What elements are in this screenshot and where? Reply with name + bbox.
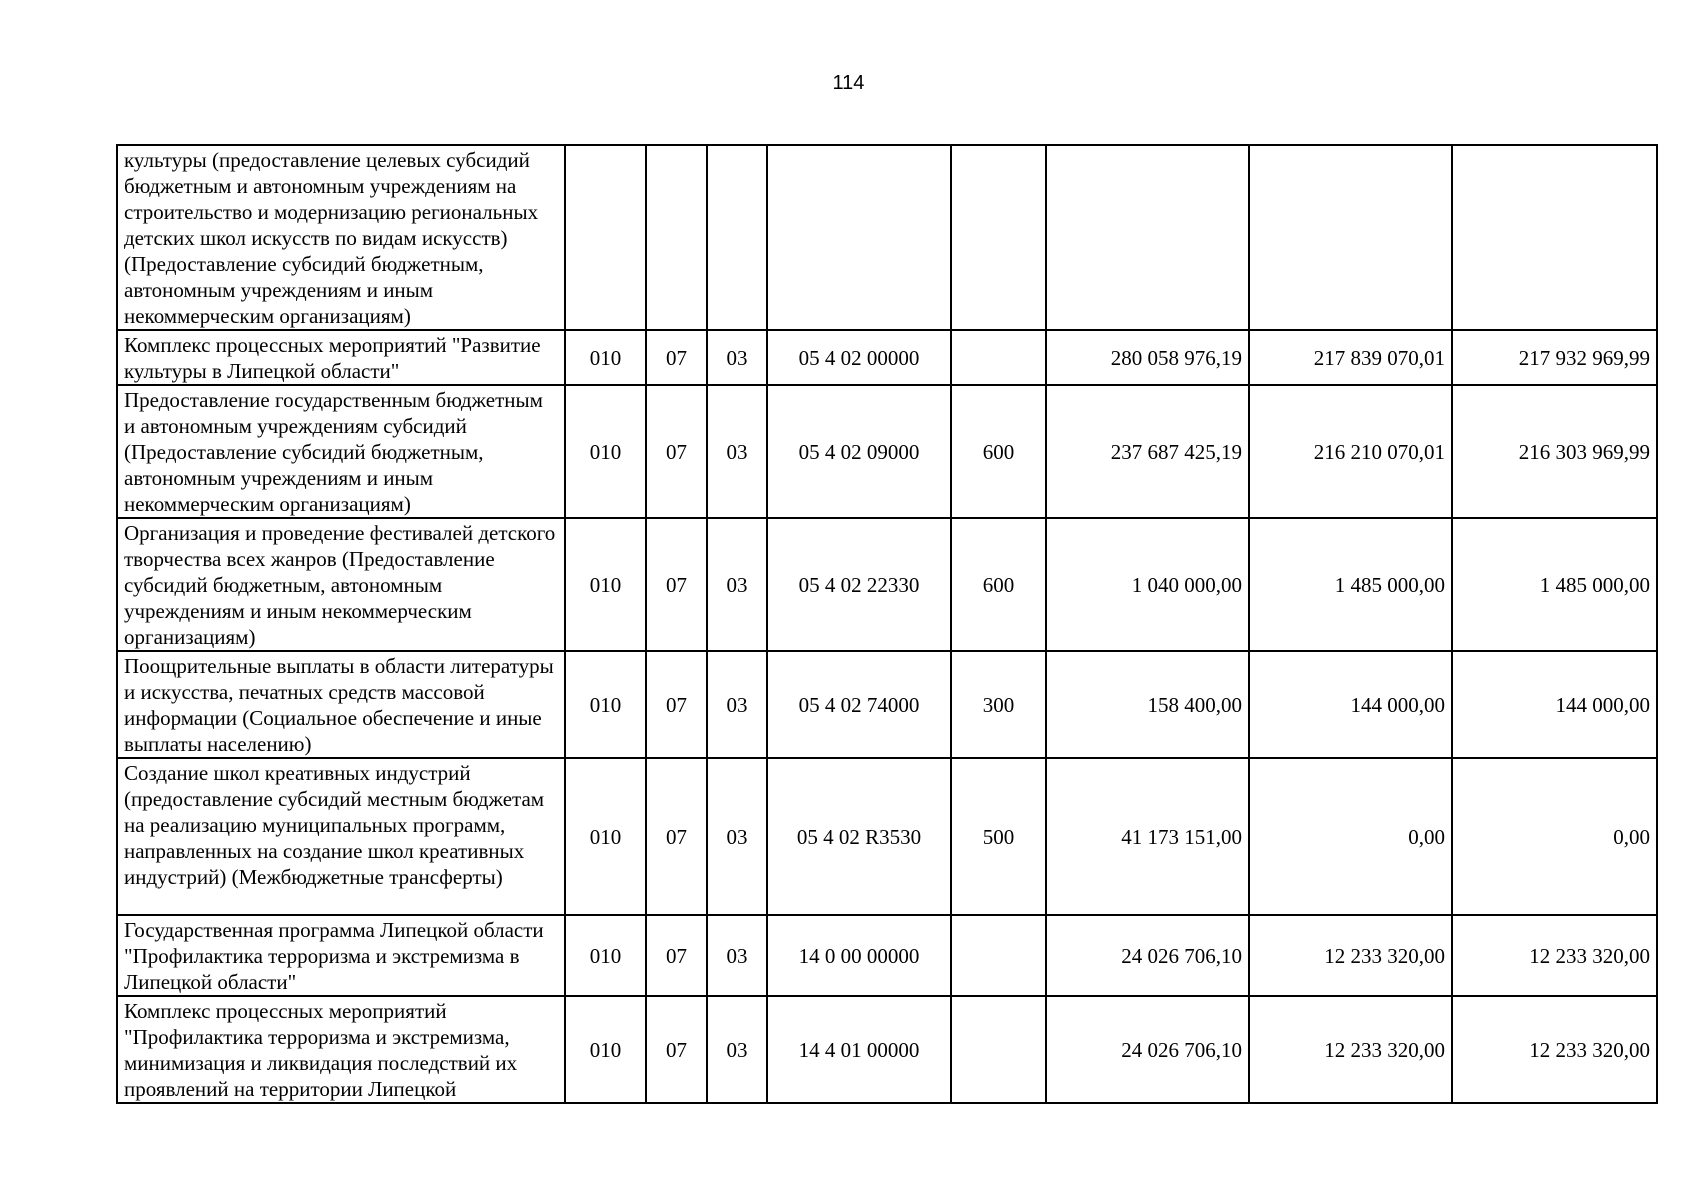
table-row [117, 915, 1657, 996]
table-row [117, 385, 1657, 518]
amount-2: 12 233 320,00 [1249, 915, 1452, 996]
page-number: 114 [832, 72, 865, 94]
amount-3: 217 932 969,99 [1452, 330, 1657, 385]
row-name: Комплекс процессных мероприятий "Профилактика терроризма и экстремизма, минимизация и ликвидация последствий их проявлений на территории Липецкой [117, 996, 565, 1103]
section-code: 07 [646, 915, 707, 996]
amount-3: 144 000,00 [1452, 651, 1657, 758]
amount-1: 24 026 706,10 [1046, 915, 1249, 996]
section-code: 07 [646, 385, 707, 518]
admin-code: 010 [565, 996, 646, 1103]
admin-code: 010 [565, 758, 646, 915]
target-code: 14 0 00 00000 [767, 915, 951, 996]
amount-2: 144 000,00 [1249, 651, 1452, 758]
subsection-code: 03 [707, 651, 767, 758]
target-code: 05 4 02 00000 [767, 330, 951, 385]
row-name: Поощрительные выплаты в области литературы и искусства, печатных средств массовой информации (Социальное обеспечение и иные выплаты населению) [117, 651, 565, 758]
subsection-code: 03 [707, 915, 767, 996]
section-code: 07 [646, 518, 707, 651]
row-name: Создание школ креативных индустрий (предоставление субсидий местным бюджетам на реализацию муниципальных программ, направленных на создание школ креативных индустрий) (Межбюджетные трансферты) [117, 758, 565, 915]
table-row [117, 651, 1657, 758]
target-code: 05 4 02 09000 [767, 385, 951, 518]
section-code [646, 145, 707, 330]
amount-2 [1249, 145, 1452, 330]
amount-3 [1452, 145, 1657, 330]
expense-type-code [951, 145, 1046, 330]
amount-1: 41 173 151,00 [1046, 758, 1249, 915]
expense-type-code: 600 [951, 518, 1046, 651]
amount-1: 237 687 425,19 [1046, 385, 1249, 518]
amount-3: 0,00 [1452, 758, 1657, 915]
target-code: 14 4 01 00000 [767, 996, 951, 1103]
subsection-code: 03 [707, 385, 767, 518]
admin-code: 010 [565, 915, 646, 996]
admin-code: 010 [565, 518, 646, 651]
amount-3: 1 485 000,00 [1452, 518, 1657, 651]
table-row [117, 145, 1657, 330]
section-code: 07 [646, 651, 707, 758]
amount-3: 216 303 969,99 [1452, 385, 1657, 518]
subsection-code: 03 [707, 996, 767, 1103]
row-name: Предоставление государственным бюджетным и автономным учреждениям субсидий (Предоставление субсидий бюджетным, автономным учреждениям и иным некоммерческим организациям) [117, 385, 565, 518]
section-code: 07 [646, 996, 707, 1103]
row-name: Государственная программа Липецкой области "Профилактика терроризма и экстремизма в Липецкой области" [117, 915, 565, 996]
section-code: 07 [646, 758, 707, 915]
amount-1: 280 058 976,19 [1046, 330, 1249, 385]
section-code: 07 [646, 330, 707, 385]
amount-2: 1 485 000,00 [1249, 518, 1452, 651]
subsection-code [707, 145, 767, 330]
target-code: 05 4 02 22330 [767, 518, 951, 651]
amount-3: 12 233 320,00 [1452, 996, 1657, 1103]
subsection-code: 03 [707, 758, 767, 915]
table-row [117, 330, 1657, 385]
target-code [767, 145, 951, 330]
budget-table [116, 144, 1658, 1104]
amount-2: 216 210 070,01 [1249, 385, 1452, 518]
row-name: Комплекс процессных мероприятий "Развитие культуры в Липецкой области" [117, 330, 565, 385]
expense-type-code [951, 996, 1046, 1103]
row-name: культуры (предоставление целевых субсидий бюджетным и автономным учреждениям на строительство и модернизацию региональных детских школ искусств по видам искусств) (Предоставление субсидий бюджетным, автономным учреждениям и иным некоммерческим организациям) [117, 145, 565, 330]
amount-1: 158 400,00 [1046, 651, 1249, 758]
admin-code: 010 [565, 330, 646, 385]
subsection-code: 03 [707, 330, 767, 385]
amount-2: 0,00 [1249, 758, 1452, 915]
amount-1: 1 040 000,00 [1046, 518, 1249, 651]
target-code: 05 4 02 R3530 [767, 758, 951, 915]
row-name: Организация и проведение фестивалей детского творчества всех жанров (Предоставление субсидий бюджетным, автономным учреждениям и иным некоммерческим организациям) [117, 518, 565, 651]
table-row [117, 996, 1657, 1103]
amount-2: 12 233 320,00 [1249, 996, 1452, 1103]
amount-2: 217 839 070,01 [1249, 330, 1452, 385]
admin-code: 010 [565, 385, 646, 518]
amount-1 [1046, 145, 1249, 330]
subsection-code: 03 [707, 518, 767, 651]
table-row [117, 758, 1657, 915]
expense-type-code: 300 [951, 651, 1046, 758]
admin-code: 010 [565, 651, 646, 758]
expense-type-code: 600 [951, 385, 1046, 518]
amount-1: 24 026 706,10 [1046, 996, 1249, 1103]
expense-type-code: 500 [951, 758, 1046, 915]
table-row [117, 518, 1657, 651]
expense-type-code [951, 330, 1046, 385]
target-code: 05 4 02 74000 [767, 651, 951, 758]
expense-type-code [951, 915, 1046, 996]
amount-3: 12 233 320,00 [1452, 915, 1657, 996]
admin-code [565, 145, 646, 330]
